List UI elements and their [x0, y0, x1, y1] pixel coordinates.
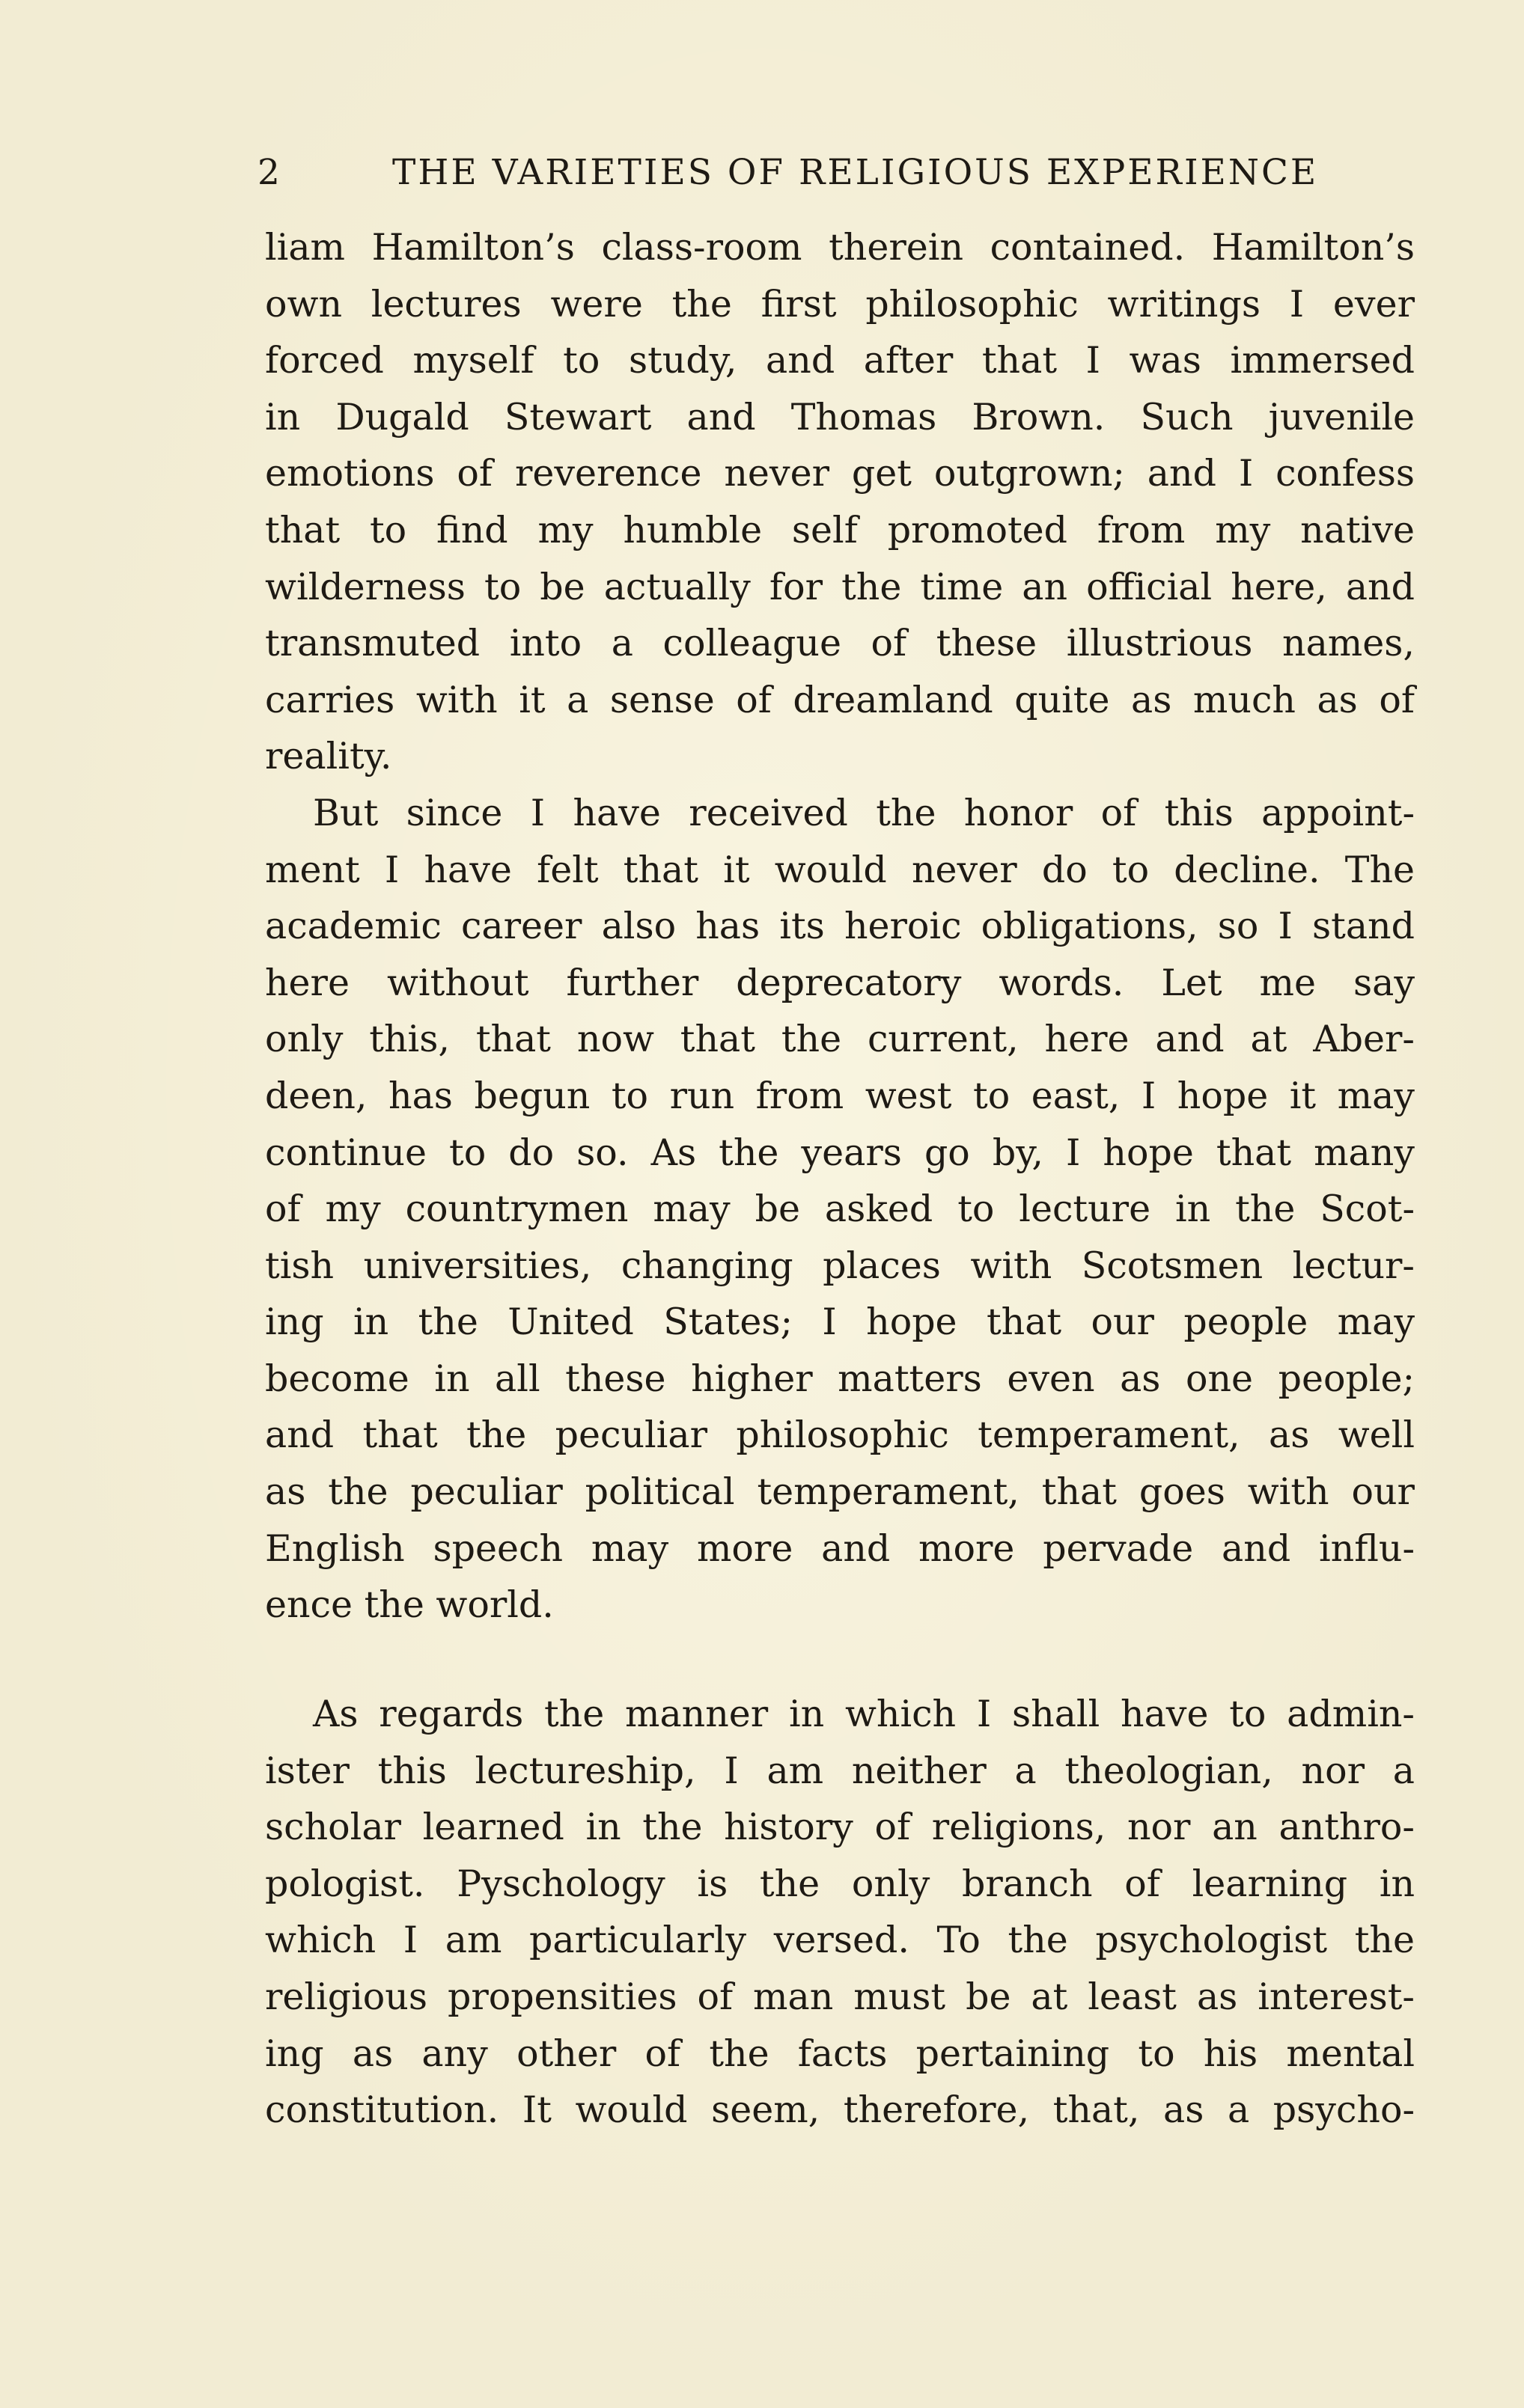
text-line: religious propensities of man must be at least as interest-	[265, 1975, 1415, 2018]
text-line: ment I have felt that it would never do to decline. The	[265, 848, 1415, 891]
text-line: that to find my humble self promoted from my native	[265, 508, 1415, 551]
page-number: 2	[257, 152, 282, 193]
text-line: ister this lectureship, I am neither a theologian, nor a	[265, 1749, 1415, 1792]
text-line: pologist. Pyschology is the only branch of learning in	[265, 1862, 1415, 1905]
paragraph-2	[265, 785, 1415, 1634]
body-text-bottom	[265, 1686, 1415, 2139]
text-line: As regards the manner in which I shall have to admin-	[313, 1693, 1415, 1735]
text-line: only this, that now that the current, here and at Aber-	[265, 1018, 1415, 1061]
text-line: and that the peculiar philosophic temperament, as well	[265, 1414, 1415, 1457]
text-line: tish universities, changing places with Scotsmen lectur-	[265, 1244, 1415, 1287]
text-line: liam Hamilton’s class-room therein contained. Hamilton’s	[265, 226, 1415, 269]
text-line: carries with it a sense of dreamland quite as much as of	[265, 678, 1415, 721]
text-line: which I am particularly versed. To the psychologist the	[265, 1919, 1415, 1962]
text-line: as the peculiar political temperament, that goes with our	[265, 1470, 1415, 1514]
text-line: ence the world.	[265, 1583, 554, 1627]
running-header	[257, 147, 1319, 199]
text-line: own lectures were the first philosophic writings I ever	[265, 282, 1415, 326]
paragraph-1	[265, 219, 1415, 785]
text-line: emotions of reverence never get outgrown; and I confess	[265, 452, 1415, 495]
body-text-top	[265, 219, 1415, 1634]
text-line: in Dugald Stewart and Thomas Brown. Such juvenile	[265, 395, 1415, 438]
text-line: ing as any other of the facts pertaining to his mental	[265, 2032, 1415, 2075]
text-line: scholar learned in the history of religions, nor an anthro-	[265, 1806, 1415, 1849]
text-line: become in all these higher matters even as one people;	[265, 1357, 1415, 1400]
running-title: THE VARIETIES OF RELIGIOUS EXPERIENCE	[392, 152, 1319, 193]
text-line: wilderness to be actually for the time an official here, and	[265, 565, 1415, 608]
text-line: constitution. It would seem, therefore, that, as a psycho-	[265, 2088, 1415, 2132]
text-line: academic career also has its heroic obligations, so I stand	[265, 905, 1415, 948]
text-line: forced myself to study, and after that I was immersed	[265, 339, 1415, 382]
text-line: deen, has begun to run from west to east, I hope it may	[265, 1074, 1415, 1117]
paragraph-3	[265, 1686, 1415, 2139]
text-line: reality.	[265, 735, 392, 778]
text-line: continue to do so. As the years go by, I hope that many	[265, 1131, 1415, 1174]
text-line: here without further deprecatory words. Let me say	[265, 961, 1415, 1004]
text-line: But since I have received the honor of this appoint-	[313, 791, 1415, 834]
text-line: ing in the United States; I hope that our people may	[265, 1301, 1415, 1344]
text-line: of my countrymen may be asked to lecture in the Scot-	[265, 1188, 1415, 1231]
text-line: English speech may more and more pervade and influ-	[265, 1527, 1415, 1570]
text-line: transmuted into a colleague of these illustrious names,	[265, 622, 1415, 665]
